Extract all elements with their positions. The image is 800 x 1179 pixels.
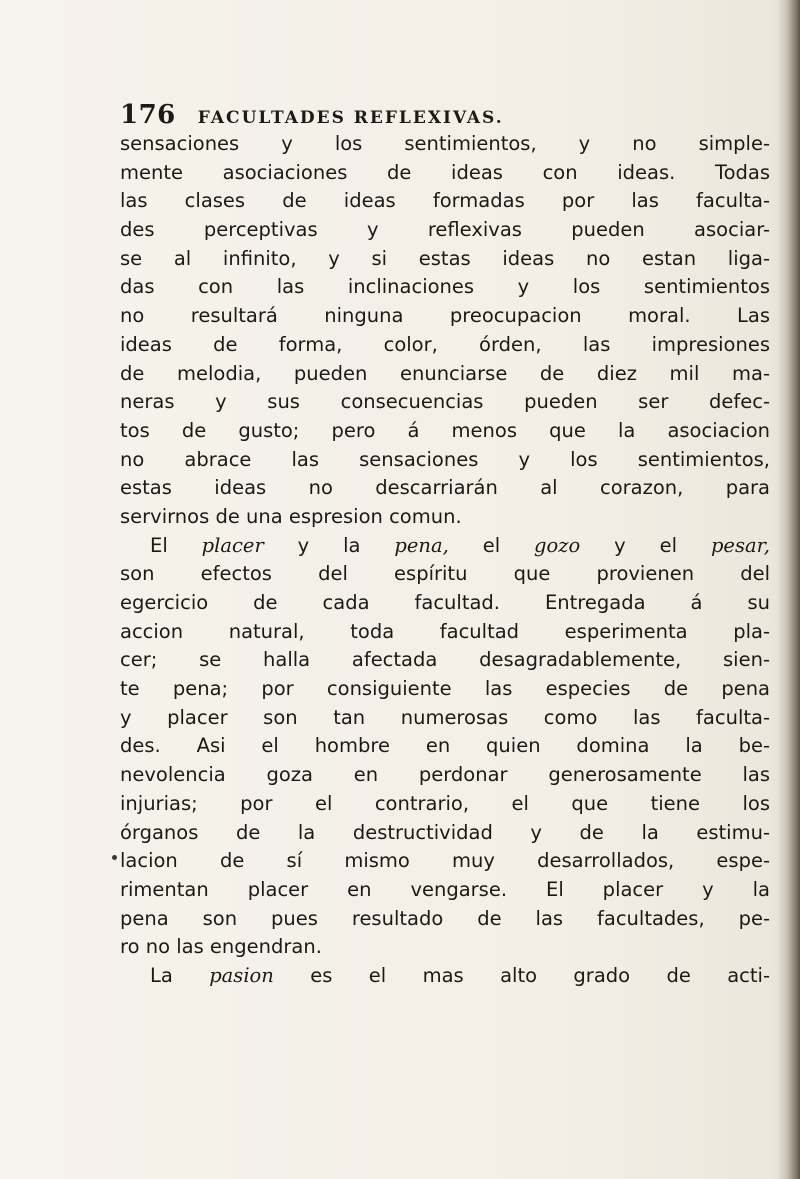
- margin-bullet-mark: [112, 855, 117, 860]
- text-line: lacion de sí mismo muy desarrollados, espe-: [120, 849, 770, 873]
- text-line: egercicio de cada facultad. Entregada á su: [120, 591, 770, 614]
- text-line: tos de gusto; pero á menos que la asociacion: [120, 418, 770, 442]
- text-line: pena son pues resultado de las facultades, pe-: [120, 906, 770, 930]
- text-line: rimentan placer en vengarse. El placer y la: [120, 877, 770, 901]
- text-line: servirnos de una espresion comun.: [120, 504, 462, 528]
- text-line: sensaciones y los sentimientos, y no simple-: [120, 132, 770, 155]
- text-run: y el: [580, 533, 711, 557]
- text-line: injurias; por el contrario, el que tiene los: [120, 791, 770, 815]
- text-line: de melodia, pueden enunciarse de diez mil ma-: [120, 361, 770, 385]
- text-run: el: [448, 533, 535, 557]
- text-line: ideas de forma, color, órden, las impresiones: [120, 332, 770, 356]
- text-run: es el mas alto grado de acti-: [273, 963, 770, 987]
- text-line: des perceptivas y reflexivas pueden asociar-: [120, 218, 770, 242]
- text-line: neras y sus consecuencias pueden ser defec-: [120, 390, 770, 414]
- text-line: das con las inclinaciones y los sentimientos: [120, 275, 770, 299]
- text-line: son efectos del espíritu que provienen del: [120, 562, 770, 586]
- text-line: no resultará ninguna preocupacion moral. Las: [120, 304, 770, 328]
- italic-term-pasion: pasion: [209, 963, 274, 987]
- text-line: accion natural, toda facultad esperimenta pla-: [120, 619, 770, 643]
- text-line: las clases de ideas formadas por las faculta-: [120, 189, 770, 213]
- running-head: FACULTADES REFLEXIVAS.: [197, 108, 504, 128]
- text-line: no abrace las sensaciones y los sentimientos,: [120, 447, 770, 471]
- page-gutter-shadow: [778, 0, 800, 1179]
- text-line: y placer son tan numerosas como las faculta-: [120, 705, 770, 729]
- text-line: te pena; por consiguiente las especies de pena: [120, 677, 770, 701]
- page-number: 176: [120, 100, 176, 130]
- paragraph-2-first-line: [120, 532, 770, 561]
- text-line: nevolencia goza en perdonar generosamente las: [120, 763, 770, 787]
- italic-term-gozo: gozo: [534, 533, 581, 557]
- text-line: cer; se halla afectada desagradablemente, sien-: [120, 648, 770, 672]
- text-line: mente asociaciones de ideas con ideas. Todas: [120, 160, 770, 184]
- text-line: ro no las engendran.: [120, 935, 322, 959]
- text-line: órganos de la destructividad y de la estimu-: [120, 820, 770, 844]
- italic-term-pena: pena,: [394, 533, 449, 557]
- italic-term-pesar: pesar,: [710, 533, 770, 557]
- text-run: La: [150, 963, 210, 987]
- body-text: [120, 130, 770, 991]
- italic-term-placer: placer: [201, 533, 264, 557]
- text-run: El: [150, 533, 202, 557]
- text-line: des. Asi el hombre en quien domina la be-: [120, 734, 770, 758]
- text-line: estas ideas no descarriarán al corazon, para: [120, 476, 770, 500]
- paragraph-3-first-line: [120, 962, 770, 991]
- text-line: se al infinito, y si estas ideas no estan liga-: [120, 246, 770, 270]
- text-run: y la: [263, 533, 395, 557]
